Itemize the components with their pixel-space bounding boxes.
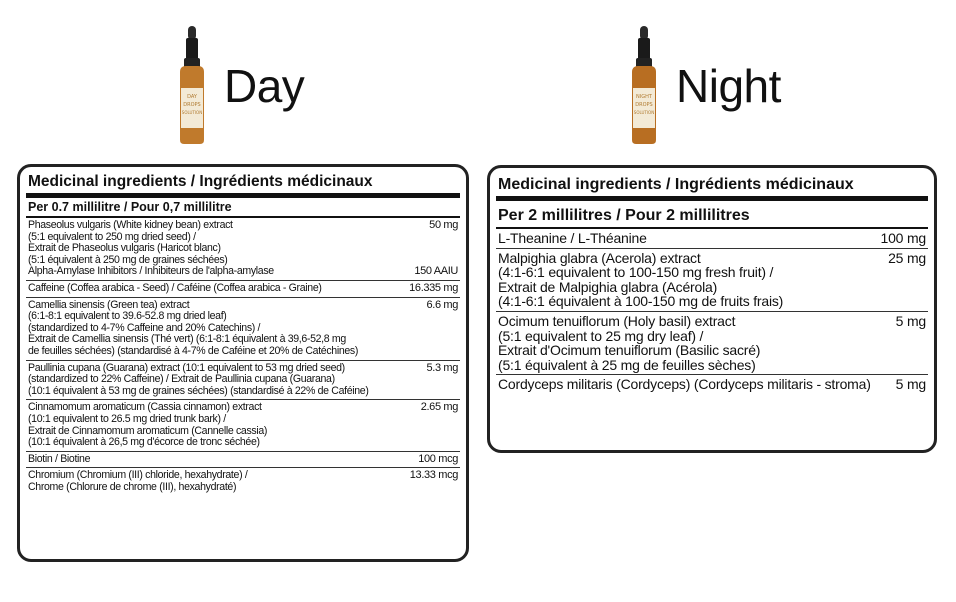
panel-title: Medicinal ingredients / Ingrédients médicinaux: [26, 167, 460, 198]
ingredient-name: Ocimum tenuiflorum (Holy basil) extract (5:1 equivalent to 25 mg dry leaf) / Extrait d'Ocimum tenuiflorum (Basilic sacré) (5:1 équivalent à 25 mg de feuilles sèches): [498, 312, 761, 373]
bottle-label-line: SOLUTION: [181, 110, 203, 115]
ingredient-list: [26, 218, 460, 495]
dropper-bottle-icon: [172, 26, 212, 146]
ingredient-amount: 6.6 mg: [426, 298, 458, 311]
ingredient-name: Biotin / Biotine: [28, 452, 91, 465]
ingredient-name: Phaseolus vulgaris (White kidney bean) extract (5:1 equivalent to 250 mg dried seed) / Extrait de Phaseolus vulgaris (Haricot blanc) (5:1 équivalent à 250 mg de graines séchées) Alpha-Amylase Inhibitors / Inhibiteurs de l'alpha-amylase: [28, 219, 274, 278]
ingredient-amount: 5 mg: [895, 376, 926, 393]
bottle-label-line: DAY: [187, 94, 197, 100]
ingredient-row: [26, 400, 460, 451]
ingredient-amount: 2.65 mg: [420, 401, 458, 414]
ingredient-row: [26, 281, 460, 298]
ingredient-name: Cordyceps militaris (Cordyceps) (Cordyceps militaris - stroma): [498, 376, 871, 393]
ingredient-row: [26, 468, 460, 495]
ingredient-amount: 16.335 mg: [409, 281, 458, 294]
ingredient-row: [496, 312, 928, 375]
ingredient-name: Malpighia glabra (Acerola) extract (4:1-6:1 equivalent to 100-150 mg fresh fruit) / Extrait de Malpighia glabra (Acérola) (4:1-6:1 équivalent à 100-150 mg de fruits frais): [498, 249, 784, 310]
ingredient-amount: 5 mg: [895, 312, 926, 329]
ingredient-name: Caffeine (Coffea arabica - Seed) / Caféine (Coffea arabica - Graine): [28, 281, 322, 294]
ingredient-row: [496, 375, 928, 394]
ingredient-amount: 13.33 mcg: [409, 469, 458, 482]
serving-size: Per 2 millilitres / Pour 2 millilitres: [496, 201, 928, 229]
ingredient-name: Cinnamomum aromaticum (Cassia cinnamon) extract (10:1 equivalent to 26.5 mg dried trunk bark) / Extrait de Cinnamomum aromaticum (Cannelle cassia) (10:1 équivalent à 26,5 mg d'écorce de tronc séchée): [28, 401, 268, 449]
ingredient-row: [496, 249, 928, 312]
ingredient-amount: 50 mg 150 AAIU: [414, 219, 458, 278]
bottle-label-line: NIGHT: [636, 94, 652, 100]
ingredient-amount: 100 mg: [880, 230, 926, 246]
panel-title: Medicinal ingredients / Ingrédients médicinaux: [496, 168, 928, 201]
serving-size: Per 0.7 millilitre / Pour 0,7 millilitre: [26, 198, 460, 218]
night-title: Night: [676, 60, 781, 112]
ingredient-amount: 25 mg: [888, 249, 926, 266]
ingredient-row: [496, 229, 928, 249]
ingredient-row: [26, 452, 460, 469]
ingredient-row: [26, 361, 460, 401]
bottle-label-line: DROPS: [183, 102, 201, 108]
ingredient-row: [26, 218, 460, 281]
ingredient-name: Camellia sinensis (Green tea) extract (6:1-8:1 equivalent to 39.6-52.8 mg dried leaf) (standardized to 4-7% Caffeine and 20% Catechins) / Extrait de Camellia sinensis (Thé vert) (6:1-8:1 équivalent à 39,6-52,8 mg de feuilles séchées) (standardisé à 4-7% de Caféine et 20% de Catéchines): [28, 298, 359, 357]
ingredient-amount: 5.3 mg: [426, 361, 458, 374]
bottle-label-line: DROPS: [635, 102, 653, 108]
ingredient-name: Paullinia cupana (Guarana) extract (10:1 equivalent to 53 mg dried seed) (standardized to 22% Caffeine) / Extrait de Paullinia cupana (Guarana) (10:1 équivalent à 53 mg de graines séchées) (standardisé à 22% de Caféine): [28, 361, 369, 397]
day-ingredients-panel: [17, 164, 469, 562]
ingredient-amount: 100 mcg: [418, 452, 458, 465]
ingredient-name: L-Theanine / L-Théanine: [498, 230, 647, 246]
bottle-label-line: SOLUTION: [633, 110, 655, 115]
day-title: Day: [224, 60, 305, 112]
day-heading: [172, 26, 304, 146]
night-ingredients-panel: [487, 165, 937, 453]
ingredient-row: [26, 298, 460, 361]
ingredient-list: [496, 229, 928, 394]
night-heading: [624, 26, 781, 146]
ingredient-name: Chromium (Chromium (III) chloride, hexahydrate) / Chrome (Chlorure de chrome (III), hexahydraté): [28, 469, 248, 493]
dropper-bottle-icon: [624, 26, 664, 146]
